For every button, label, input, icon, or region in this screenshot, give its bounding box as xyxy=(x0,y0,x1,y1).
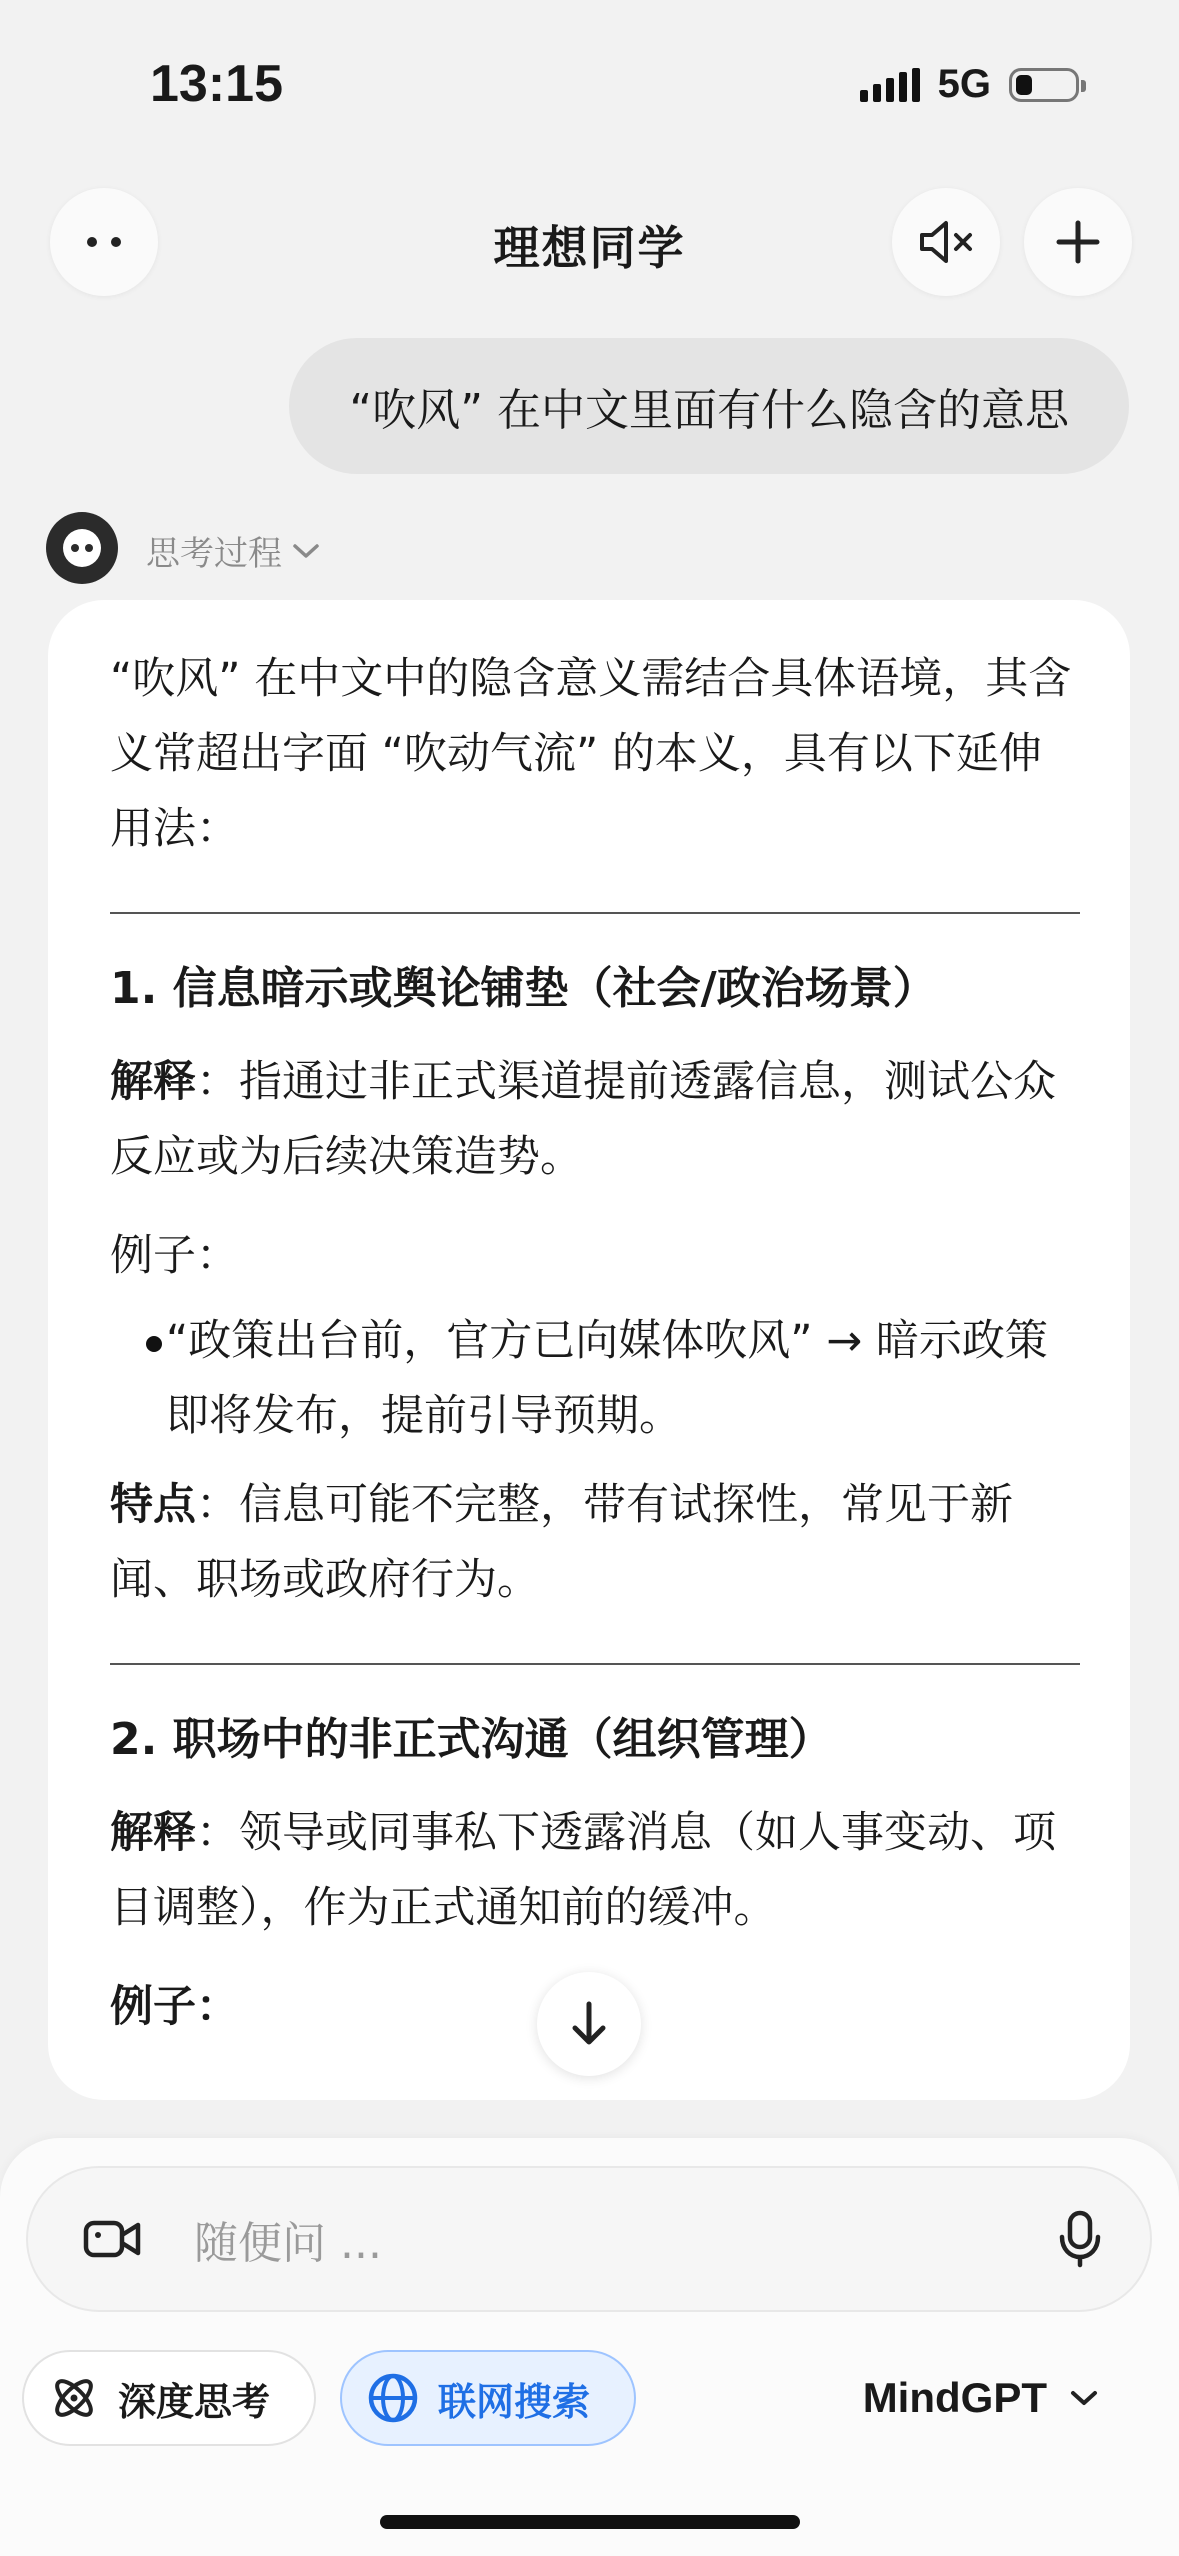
answer-intro: “吹风” 在中文中的隐含意义需结合具体语境，其含义常超出字面 “吹动气流” 的本义，具有以下延伸用法： xyxy=(110,654,1072,854)
signal-icon xyxy=(860,68,920,102)
explanation xyxy=(110,1796,1080,1946)
web-search-label: 联网搜索 xyxy=(438,2379,591,2424)
deep-think-toggle[interactable] xyxy=(22,2350,316,2446)
message-input[interactable] xyxy=(26,2166,1152,2312)
model-selector[interactable] xyxy=(863,2374,1099,2422)
explanation-label: 解释 xyxy=(110,1808,196,1858)
divider xyxy=(110,1663,1080,1665)
plus-icon xyxy=(1055,219,1101,265)
status-time: 13:15 xyxy=(150,55,283,113)
composer xyxy=(0,2138,1179,2556)
section-heading: 1. 信息暗示或舆论铺垫（社会/政治场景） xyxy=(110,963,937,1014)
section-heading: 2. 职场中的非正式沟通（组织管理） xyxy=(110,1714,833,1765)
model-name: MindGPT xyxy=(862,2374,1047,2421)
video-camera-icon[interactable] xyxy=(82,2217,142,2261)
feature-text: ：信息可能不完整，带有试探性，常见于新闻、职场或政府行为。 xyxy=(110,1480,1013,1605)
assistant-answer-card xyxy=(48,600,1130,2100)
deep-think-label: 深度思考 xyxy=(118,2379,271,2424)
speaker-mute-icon xyxy=(916,217,976,267)
globe-icon xyxy=(366,2371,420,2425)
new-chat-button[interactable] xyxy=(1024,188,1132,296)
example-label: 例子： xyxy=(110,1231,239,1281)
chevron-down-icon xyxy=(1069,2388,1099,2408)
user-message-bubble: “吹风” 在中文里面有什么隐含的意思 xyxy=(289,338,1129,474)
feature-label: 特点 xyxy=(110,1480,196,1530)
robot-face-icon xyxy=(60,526,104,570)
assistant-avatar xyxy=(46,512,118,584)
network-type: 5G xyxy=(937,62,991,106)
atom-icon xyxy=(48,2372,100,2424)
input-placeholder: 随便问 ... xyxy=(194,2218,382,2269)
thinking-toggle[interactable] xyxy=(146,526,320,575)
home-indicator xyxy=(380,2515,800,2529)
page-title: 理想同学 xyxy=(493,221,686,275)
battery-icon xyxy=(1009,68,1079,102)
example-label: 例子： xyxy=(110,1982,239,2032)
status-indicators xyxy=(860,62,1079,107)
feature xyxy=(110,1468,1080,1618)
web-search-toggle[interactable] xyxy=(340,2350,636,2446)
divider xyxy=(110,912,1080,914)
example-item: “政策出台前，官方已向媒体吹风” → 暗示政策即将发布，提前引导预期。 xyxy=(110,1304,1080,1454)
microphone-icon[interactable] xyxy=(1058,2209,1102,2269)
thinking-label: 思考过程 xyxy=(146,534,282,574)
explanation-text: ：领导或同事私下透露消息（如人事变动、项目调整），作为正式通知前的缓冲。 xyxy=(110,1808,1056,1933)
mute-button[interactable] xyxy=(892,188,1000,296)
arrow-down-icon xyxy=(569,2000,609,2048)
chevron-down-icon xyxy=(292,542,320,560)
explanation-text: ：指通过非正式渠道提前透露信息，测试公众反应或为后续决策造势。 xyxy=(110,1057,1056,1182)
explanation-label: 解释 xyxy=(110,1057,196,1107)
explanation xyxy=(110,1045,1080,1195)
scroll-to-bottom-button[interactable] xyxy=(537,1972,641,2076)
